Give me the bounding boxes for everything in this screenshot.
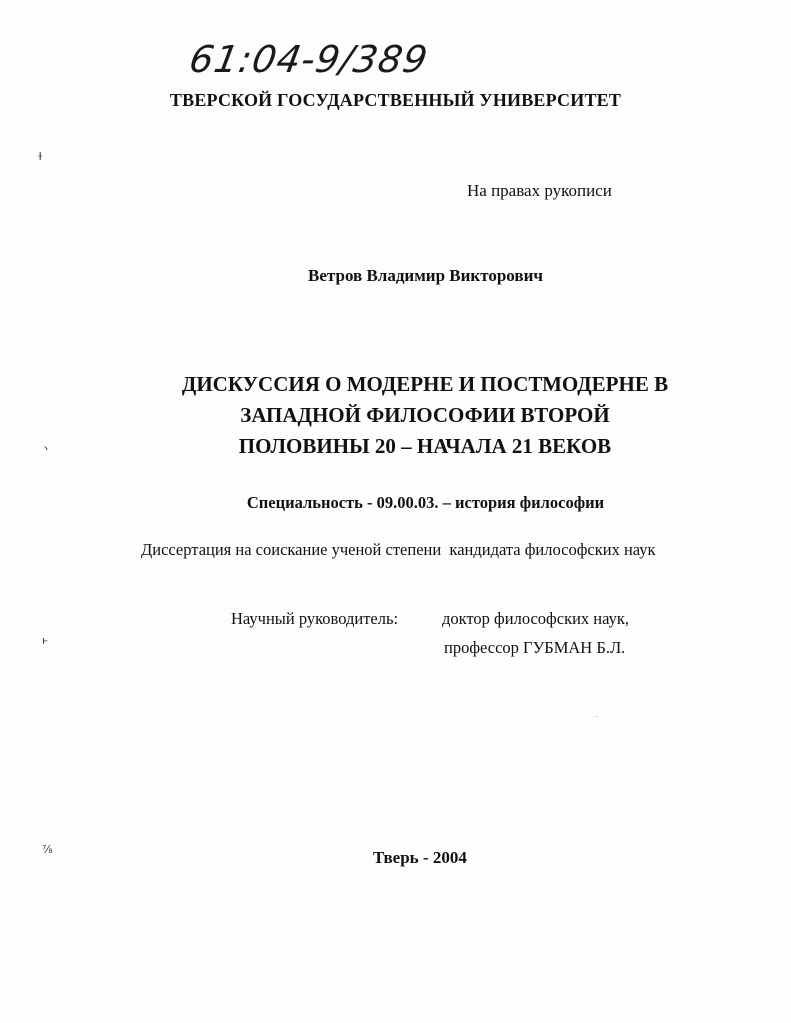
margin-mark: ヽ (40, 442, 51, 455)
author-name: Ветров Владимир Викторович (308, 266, 543, 285)
dissertation-title (150, 369, 700, 462)
university-name: ТВЕРСКОЙ ГОСУДАРСТВЕННЫЙ УНИВЕРСИТЕТ (169, 90, 622, 110)
margin-mark: ⱶ (42, 634, 49, 647)
specialty: Специальность - 09.00.03. – история философии (246, 493, 605, 512)
supervisor-label: Научный руководитель: (231, 609, 399, 628)
title-line: ДИСКУССИЯ О МОДЕРНЕ И ПОСТМОДЕРНЕ В (181, 372, 669, 396)
supervisor-degree: доктор философских наук, (442, 609, 629, 628)
dissertation-statement: Диссертация на соискание ученой степени кандидата философских наук (141, 540, 656, 559)
margin-mark: ⅞ (42, 843, 53, 856)
archive-code-handwritten: 61:04-9/389 (186, 38, 432, 81)
manuscript-note: На правах рукописи (467, 181, 612, 200)
supervisor-name: профессор ГУБМАН Б.Л. (444, 638, 626, 657)
city-year: Тверь - 2004 (373, 848, 467, 867)
scan-speck (596, 716, 597, 717)
margin-mark: ɫ (38, 150, 43, 163)
title-line: ПОЛОВИНЫ 20 – НАЧАЛА 21 ВЕКОВ (238, 434, 612, 458)
title-line: ЗАПАДНОЙ ФИЛОСОФИИ ВТОРОЙ (240, 403, 610, 427)
